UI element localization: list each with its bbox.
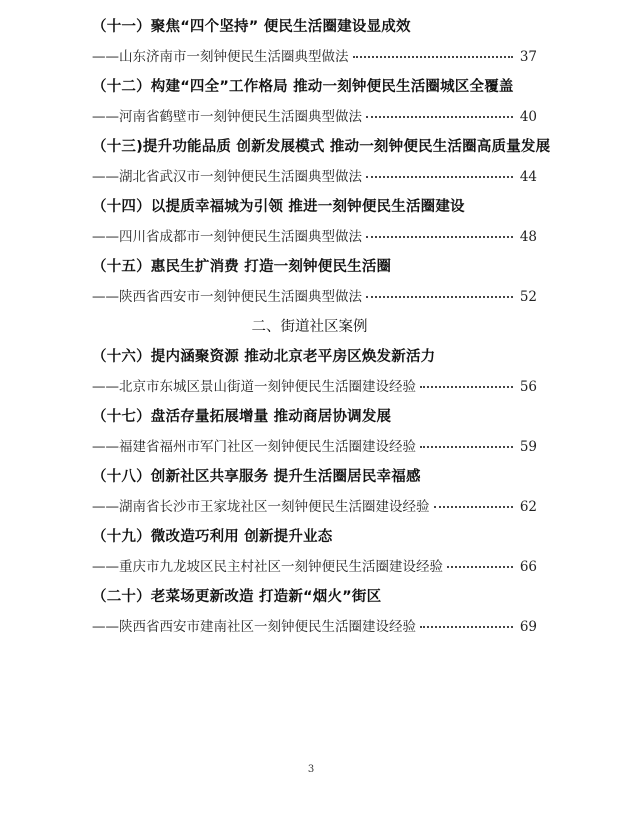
dot-leader <box>366 175 513 178</box>
toc-entry-13[interactable] <box>92 132 551 192</box>
toc-entry-17[interactable] <box>92 402 537 462</box>
toc-entry-subtitle-row <box>92 432 537 462</box>
toc-page-number: 56 <box>519 379 537 395</box>
dot-leader <box>366 115 513 118</box>
toc-page-number: 48 <box>519 229 537 245</box>
dot-leader <box>434 505 514 508</box>
toc-entry-subtitle: ——陕西省西安市一刻钟便民生活圈典型做法 <box>92 289 362 305</box>
toc-page-number: 62 <box>519 499 537 515</box>
table-of-contents <box>92 12 551 642</box>
toc-page-number: 59 <box>519 439 537 455</box>
toc-entry-subtitle: ——陕西省西安市建南社区一刻钟便民生活圈建设经验 <box>92 619 416 635</box>
toc-page-number: 52 <box>519 289 537 305</box>
toc-entry-subtitle: ——重庆市九龙坡区民主村社区一刻钟便民生活圈建设经验 <box>92 559 443 575</box>
toc-entry-subtitle-row <box>92 102 537 132</box>
toc-page-number: 69 <box>519 619 537 635</box>
page-number: 3 <box>307 764 315 775</box>
dot-leader <box>420 445 513 448</box>
toc-page-number: 40 <box>519 109 537 125</box>
section-heading: 二、街道社区案例 <box>251 319 368 335</box>
toc-entry-14[interactable] <box>92 192 537 252</box>
toc-entry-title: （十五）惠民生扩消费 打造一刻钟便民生活圈 <box>92 259 392 275</box>
toc-entry-16[interactable] <box>92 342 537 402</box>
toc-entry-subtitle: ——北京市东城区景山街道一刻钟便民生活圈建设经验 <box>92 379 416 395</box>
toc-entry-subtitle-row <box>92 42 537 72</box>
dot-leader <box>447 565 513 568</box>
toc-entry-subtitle: ——福建省福州市军门社区一刻钟便民生活圈建设经验 <box>92 439 416 455</box>
toc-entry-title: （十八）创新社区共享服务 提升生活圈居民幸福感 <box>92 469 421 485</box>
dot-leader <box>420 625 513 628</box>
toc-page-number: 37 <box>519 49 537 65</box>
toc-entry-title: （十六）提内涵聚资源 推动北京老平房区焕发新活力 <box>92 349 436 365</box>
toc-page-number: 66 <box>519 559 537 575</box>
toc-entry-subtitle-row <box>92 162 537 192</box>
toc-entry-subtitle: ——河南省鹤壁市一刻钟便民生活圈典型做法 <box>92 109 362 125</box>
toc-entry-subtitle-row <box>92 552 537 582</box>
toc-entry-subtitle-row <box>92 372 537 402</box>
toc-entry-18[interactable] <box>92 462 537 522</box>
toc-entry-title: （十一）聚焦“四个坚持” 便民生活圈建设显成效 <box>92 19 411 35</box>
toc-entry-subtitle: ——湖北省武汉市一刻钟便民生活圈典型做法 <box>92 169 362 185</box>
toc-entry-title: （十九）微改造巧利用 创新提升业态 <box>92 529 333 545</box>
toc-entry-15[interactable] <box>92 252 537 312</box>
toc-entry-title: （十七）盘活存量拓展增量 推动商居协调发展 <box>92 409 392 425</box>
dot-leader <box>420 385 513 388</box>
toc-entry-subtitle: ——山东济南市一刻钟便民生活圈典型做法 <box>92 49 349 65</box>
toc-entry-20[interactable] <box>92 582 537 642</box>
toc-entry-title: （十二）构建“四全”工作格局 推动一刻钟便民生活圈城区全覆盖 <box>92 79 514 95</box>
toc-entry-subtitle-row <box>92 222 537 252</box>
toc-entry-subtitle-row <box>92 282 537 312</box>
dot-leader <box>366 235 513 238</box>
toc-entry-title: （二十）老菜场更新改造 打造新“烟火”街区 <box>92 589 382 605</box>
toc-entry-11[interactable] <box>92 12 537 72</box>
dot-leader <box>366 295 513 298</box>
toc-entry-subtitle: ——湖南省长沙市王家垅社区一刻钟便民生活圈建设经验 <box>92 499 430 515</box>
toc-entry-subtitle: ——四川省成都市一刻钟便民生活圈典型做法 <box>92 229 362 245</box>
toc-entry-19[interactable] <box>92 522 537 582</box>
toc-entry-subtitle-row <box>92 492 537 522</box>
toc-entry-12[interactable] <box>92 72 537 132</box>
toc-entry-subtitle-row <box>92 612 537 642</box>
toc-page-number: 44 <box>519 169 537 185</box>
toc-entry-title: （十四）以提质幸福城为引领 推进一刻钟便民生活圈建设 <box>92 199 465 215</box>
dot-leader <box>353 55 514 58</box>
toc-entry-title: （十三)提升功能品质 创新发展模式 推动一刻钟便民生活圈高质量发展 <box>92 139 551 155</box>
